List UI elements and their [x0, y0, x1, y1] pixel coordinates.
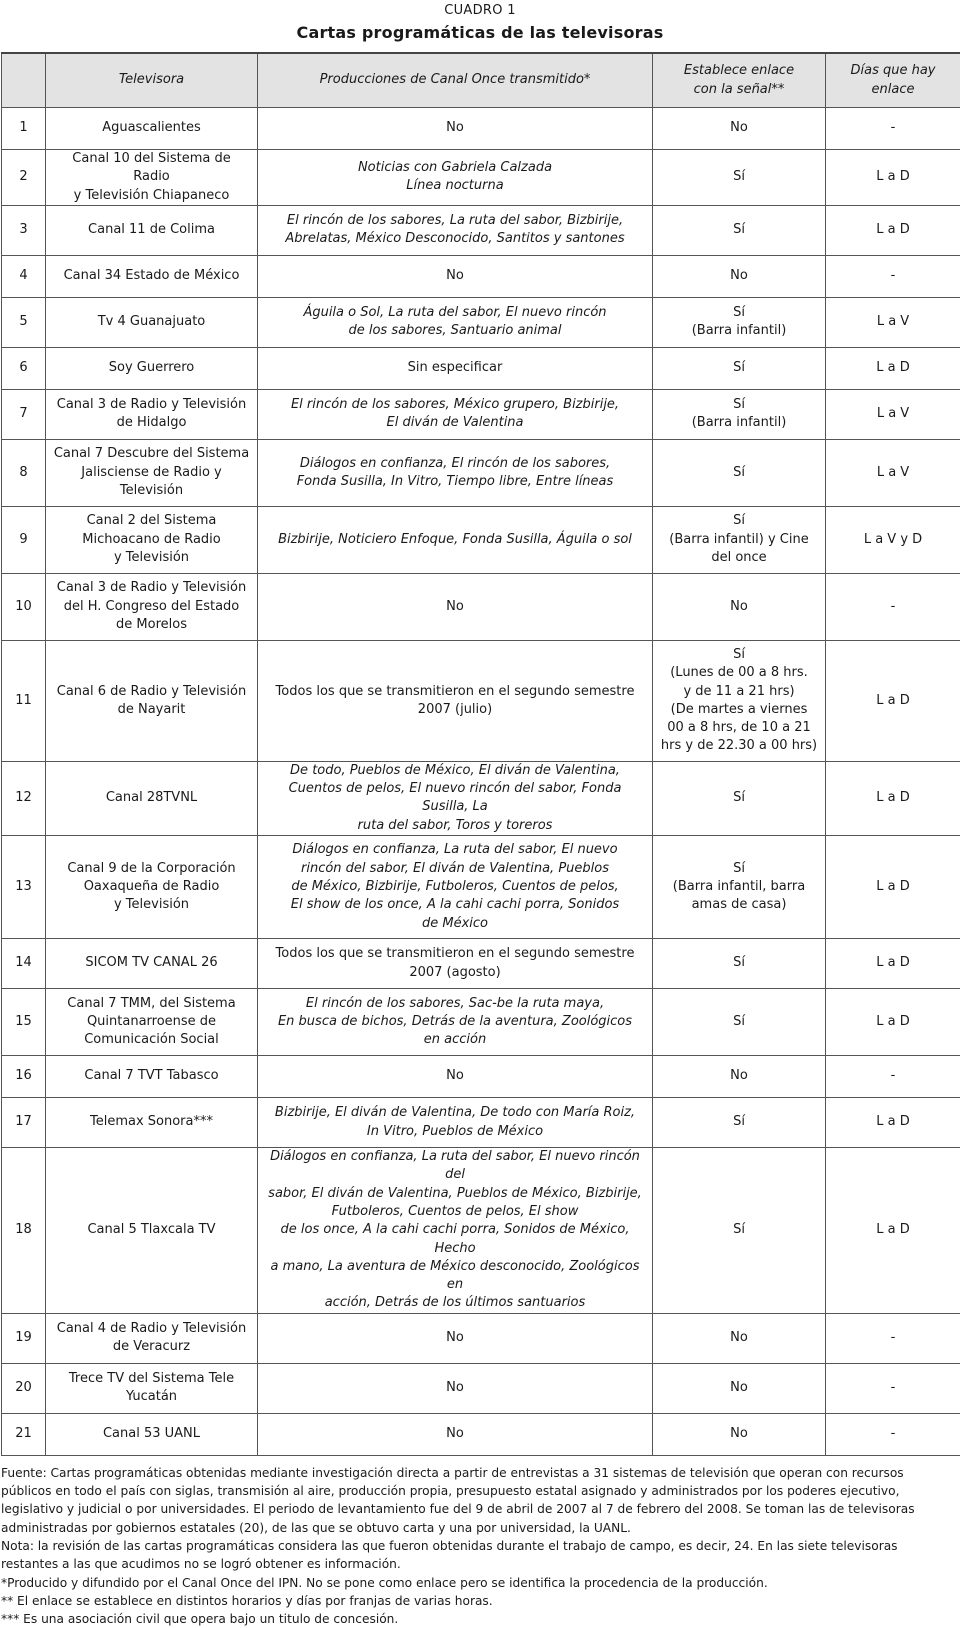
cell-dias: L a V	[826, 297, 960, 347]
row-number: 1	[2, 108, 46, 150]
cell-televisora: Canal 7 TVT Tabasco	[46, 1056, 258, 1098]
table-row	[2, 150, 960, 206]
row-number: 13	[2, 836, 46, 939]
cell-producciones: Diálogos en confianza, La ruta del sabor, El nuevo rincón del sabor, El diván de Valentina, Pueblos de México, Bizbirije, Futboleros, Cuentos de pelos, El show de los once, A la cahi cachi porra, Sonidos de México	[258, 836, 653, 939]
footnote-star1: *Producido y difundido por el Canal Once del IPN. No se pone como enlace pero se identifica la procedencia de la producción.	[1, 1574, 956, 1592]
cell-producciones: Diálogos en confianza, El rincón de los sabores, Fonda Susilla, In Vitro, Tiempo libre, Entre líneas	[258, 439, 653, 506]
table-row	[2, 1313, 960, 1363]
table-title: Cartas programáticas de las televisoras	[0, 21, 960, 52]
cell-producciones: No	[258, 108, 653, 150]
cell-producciones: No	[258, 573, 653, 640]
cell-enlace: Sí	[653, 1148, 826, 1314]
cell-televisora: Canal 4 de Radio y Televisión de Veracurz	[46, 1313, 258, 1363]
cell-dias: L a V	[826, 439, 960, 506]
cell-televisora: Canal 28TVNL	[46, 761, 258, 835]
cell-enlace: Sí (Lunes de 00 a 8 hrs. y de 11 a 21 hrs) (De martes a viernes 00 a 8 hrs, de 10 a 21 hrs y de 22.30 a 00 hrs)	[653, 640, 826, 761]
cell-dias: L a D	[826, 205, 960, 255]
header-dias: Días que hay enlace	[826, 53, 960, 108]
table-row	[2, 1056, 960, 1098]
cell-televisora: Canal 53 UANL	[46, 1413, 258, 1455]
table-row	[2, 640, 960, 761]
table-body	[2, 108, 960, 1456]
cell-producciones: No	[258, 255, 653, 297]
row-number: 7	[2, 389, 46, 439]
table-row	[2, 761, 960, 835]
cell-producciones: No	[258, 1363, 653, 1413]
cell-dias: -	[826, 1056, 960, 1098]
cell-enlace: Sí	[653, 439, 826, 506]
header-enlace: Establece enlace con la señal**	[653, 53, 826, 108]
table-row	[2, 836, 960, 939]
cell-televisora: Canal 2 del Sistema Michoacano de Radio y Televisión	[46, 506, 258, 573]
cell-dias: -	[826, 573, 960, 640]
cell-televisora: Canal 34 Estado de México	[46, 255, 258, 297]
cell-producciones: No	[258, 1056, 653, 1098]
cell-dias: -	[826, 108, 960, 150]
cell-enlace: Sí	[653, 205, 826, 255]
table-row	[2, 1148, 960, 1314]
cell-producciones: Noticias con Gabriela Calzada Línea nocturna	[258, 150, 653, 206]
cell-dias: L a D	[826, 939, 960, 989]
cell-producciones: Todos los que se transmitieron en el segundo semestre 2007 (julio)	[258, 640, 653, 761]
row-number: 14	[2, 939, 46, 989]
table-row	[2, 297, 960, 347]
cell-dias: L a D	[826, 989, 960, 1056]
cell-producciones: El rincón de los sabores, Sac-be la ruta maya, En busca de bichos, Detrás de la aventura, Zoológicos en acción	[258, 989, 653, 1056]
row-number: 10	[2, 573, 46, 640]
cell-televisora: Aguascalientes	[46, 108, 258, 150]
cell-producciones: El rincón de los sabores, La ruta del sabor, Bizbirije, Abrelatas, México Desconocido, Santitos y santones	[258, 205, 653, 255]
cell-producciones: Sin especificar	[258, 347, 653, 389]
row-number: 17	[2, 1098, 46, 1148]
row-number: 8	[2, 439, 46, 506]
footnotes	[0, 1456, 956, 1628]
cell-producciones: Águila o Sol, La ruta del sabor, El nuevo rincón de los sabores, Santuario animal	[258, 297, 653, 347]
cell-dias: -	[826, 1363, 960, 1413]
table-row	[2, 506, 960, 573]
table-row	[2, 439, 960, 506]
cell-enlace: No	[653, 1313, 826, 1363]
cell-dias: L a D	[826, 640, 960, 761]
cell-televisora: Tv 4 Guanajuato	[46, 297, 258, 347]
cell-televisora: Canal 7 TMM, del Sistema Quintanarroense de Comunicación Social	[46, 989, 258, 1056]
header-producciones: Producciones de Canal Once transmitido*	[258, 53, 653, 108]
row-number: 16	[2, 1056, 46, 1098]
row-number: 3	[2, 205, 46, 255]
footnote-star2: ** El enlace se establece en distintos horarios y días por franjas de varias horas.	[1, 1592, 956, 1610]
cell-dias: L a D	[826, 836, 960, 939]
table-row	[2, 255, 960, 297]
table-row	[2, 1098, 960, 1148]
cell-producciones: No	[258, 1313, 653, 1363]
cell-enlace: No	[653, 255, 826, 297]
row-number: 20	[2, 1363, 46, 1413]
row-number: 4	[2, 255, 46, 297]
table-label: CUADRO 1	[0, 0, 960, 21]
table-row	[2, 939, 960, 989]
header-televisora: Televisora	[46, 53, 258, 108]
programming-table	[1, 52, 960, 1456]
header-number	[2, 53, 46, 108]
footnote-fuente: Fuente: Cartas programáticas obtenidas mediante investigación directa a partir de entrevistas a 31 sistemas de televisión que operan con recursos públicos en todo el país con siglas, transmisión al aire, producción propia, presupuesto estatal asignado y administrados por los poderes ejecutivo, legislativo y judicial o por universidades. El periodo de levantamiento fue del 9 de abril de 2007 al 7 de febrero del 2008. Se toman las de televisoras administradas por gobiernos estatales (20), de las que se obtuvo carta y una por universidad, la UANL.	[1, 1464, 956, 1537]
row-number: 11	[2, 640, 46, 761]
cell-enlace: Sí	[653, 761, 826, 835]
row-number: 5	[2, 297, 46, 347]
cell-televisora: Canal 10 del Sistema de Radio y Televisión Chiapaneco	[46, 150, 258, 206]
cell-televisora: Soy Guerrero	[46, 347, 258, 389]
cell-dias: -	[826, 1413, 960, 1455]
cell-enlace: No	[653, 1056, 826, 1098]
cell-enlace: Sí	[653, 939, 826, 989]
cell-dias: L a D	[826, 1148, 960, 1314]
cell-televisora: Canal 9 de la Corporación Oaxaqueña de Radio y Televisión	[46, 836, 258, 939]
row-number: 15	[2, 989, 46, 1056]
cell-enlace: Sí	[653, 1098, 826, 1148]
cell-enlace: Sí	[653, 150, 826, 206]
cell-televisora: Trece TV del Sistema Tele Yucatán	[46, 1363, 258, 1413]
table-row	[2, 1413, 960, 1455]
row-number: 18	[2, 1148, 46, 1314]
cell-televisora: Canal 3 de Radio y Televisión del H. Congreso del Estado de Morelos	[46, 573, 258, 640]
table-row	[2, 573, 960, 640]
row-number: 9	[2, 506, 46, 573]
row-number: 21	[2, 1413, 46, 1455]
table-row	[2, 347, 960, 389]
cell-televisora: Canal 7 Descubre del Sistema Jalisciense de Radio y Televisión	[46, 439, 258, 506]
cell-producciones: Diálogos en confianza, La ruta del sabor, El nuevo rincón del sabor, El diván de Valentina, Pueblos de México, Bizbirije, Futboleros, Cuentos de pelos, El show de los once, A la cahi cachi porra, Sonidos de México, Hecho a mano, La aventura de México desconocido, Zoológicos en acción, Detrás de los últimos santuarios	[258, 1148, 653, 1314]
table-row	[2, 389, 960, 439]
table-header-row	[2, 53, 960, 108]
cell-dias: L a V	[826, 389, 960, 439]
footnote-nota: Nota: la revisión de las cartas programáticas considera las que fueron obtenidas durante el trabajo de campo, es decir, 24. En las siete televisoras restantes a las que acudimos no se logró obtener es información.	[1, 1537, 956, 1574]
cell-producciones: Bizbirije, El diván de Valentina, De todo con María Roiz, In Vitro, Pueblos de México	[258, 1098, 653, 1148]
table-row	[2, 108, 960, 150]
cell-producciones: Bizbirije, Noticiero Enfoque, Fonda Susilla, Águila o sol	[258, 506, 653, 573]
cell-enlace: Sí	[653, 347, 826, 389]
cell-dias: L a D	[826, 347, 960, 389]
footnote-star3: *** Es una asociación civil que opera bajo un titulo de concesión.	[1, 1610, 956, 1628]
cell-enlace: Sí (Barra infantil, barra amas de casa)	[653, 836, 826, 939]
cell-dias: L a D	[826, 150, 960, 206]
table-row	[2, 1363, 960, 1413]
cell-producciones: Todos los que se transmitieron en el segundo semestre 2007 (agosto)	[258, 939, 653, 989]
cell-dias: -	[826, 1313, 960, 1363]
cell-televisora: Canal 6 de Radio y Televisión de Nayarit	[46, 640, 258, 761]
row-number: 6	[2, 347, 46, 389]
cell-televisora: Canal 3 de Radio y Televisión de Hidalgo	[46, 389, 258, 439]
cell-enlace: Sí	[653, 989, 826, 1056]
table-row	[2, 989, 960, 1056]
cell-enlace: No	[653, 108, 826, 150]
row-number: 2	[2, 150, 46, 206]
cell-producciones: No	[258, 1413, 653, 1455]
cell-enlace: Sí (Barra infantil)	[653, 297, 826, 347]
cell-enlace: No	[653, 573, 826, 640]
cell-televisora: Telemax Sonora***	[46, 1098, 258, 1148]
cell-enlace: No	[653, 1413, 826, 1455]
cell-producciones: De todo, Pueblos de México, El diván de Valentina, Cuentos de pelos, El nuevo rincón del sabor, Fonda Susilla, La ruta del sabor, Toros y toreros	[258, 761, 653, 835]
row-number: 19	[2, 1313, 46, 1363]
cell-televisora: Canal 11 de Colima	[46, 205, 258, 255]
cell-dias: -	[826, 255, 960, 297]
cell-dias: L a D	[826, 1098, 960, 1148]
cell-dias: L a V y D	[826, 506, 960, 573]
cell-televisora: Canal 5 Tlaxcala TV	[46, 1148, 258, 1314]
table-row	[2, 205, 960, 255]
cell-enlace: Sí (Barra infantil)	[653, 389, 826, 439]
cell-dias: L a D	[826, 761, 960, 835]
cell-enlace: No	[653, 1363, 826, 1413]
cell-enlace: Sí (Barra infantil) y Cine del once	[653, 506, 826, 573]
cell-producciones: El rincón de los sabores, México grupero, Bizbirije, El diván de Valentina	[258, 389, 653, 439]
cell-televisora: SICOM TV CANAL 26	[46, 939, 258, 989]
row-number: 12	[2, 761, 46, 835]
